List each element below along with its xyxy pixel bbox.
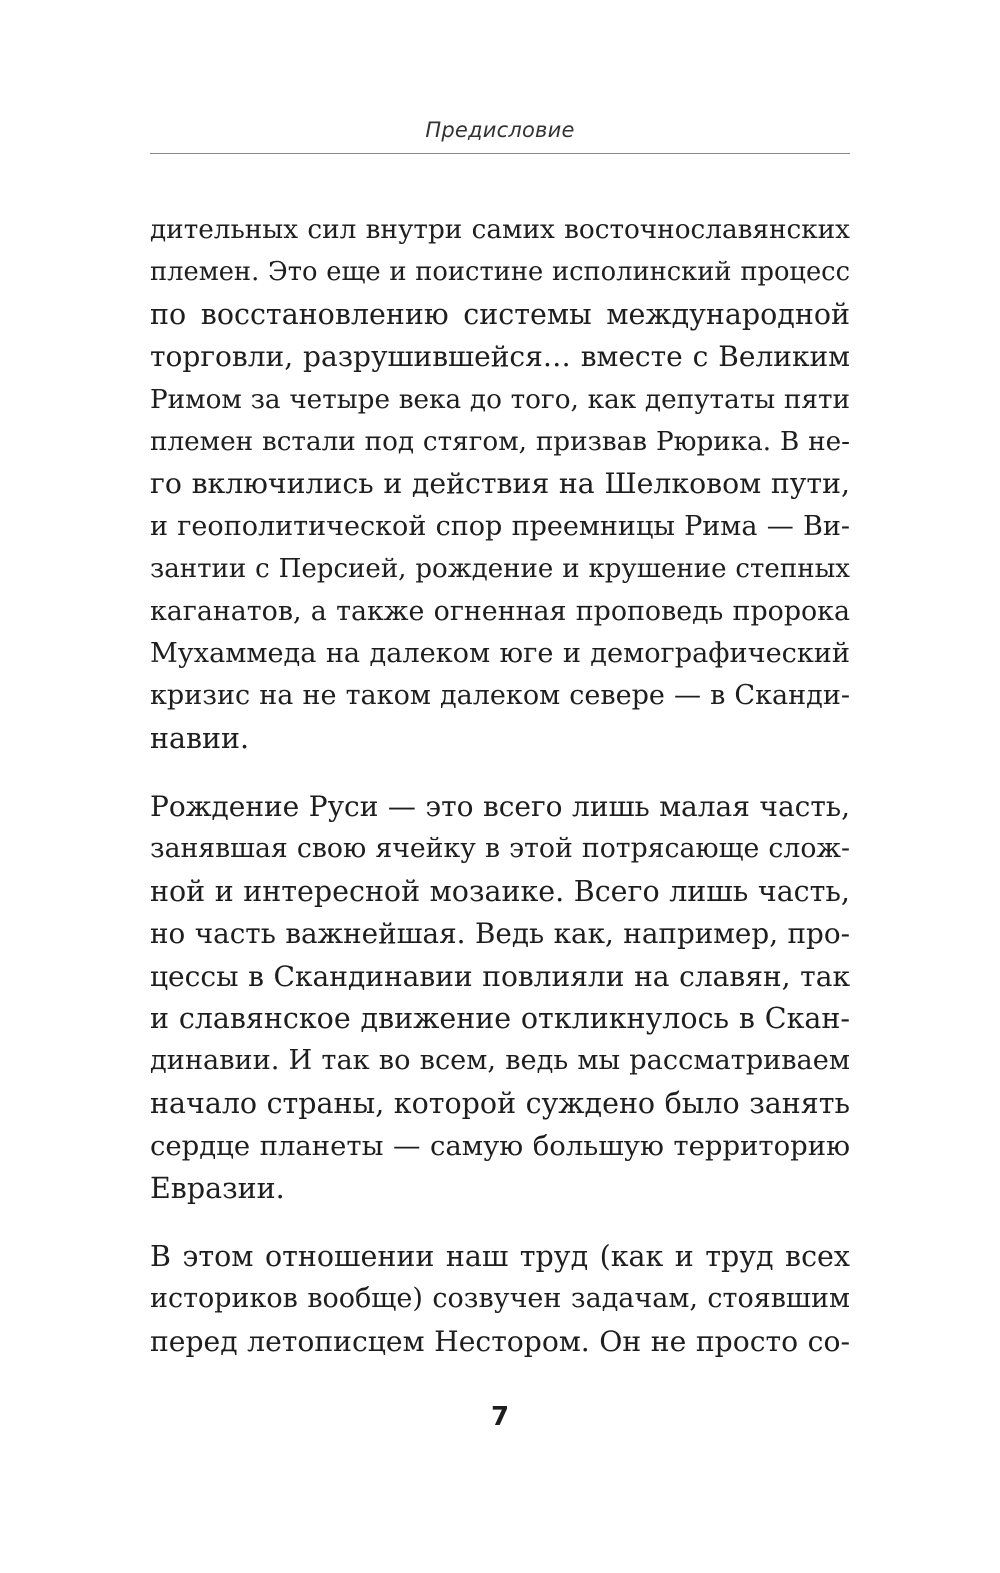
text-line: цессы в Скандинавии повлияли на славян, так	[150, 959, 850, 993]
paragraph-2	[150, 786, 850, 1210]
text-line: Мухаммеда на далеком юге и демографический	[150, 637, 850, 669]
text-line: кризис на не таком далеком севере — в Сканди-	[150, 680, 850, 712]
text-line: навии.	[150, 721, 250, 755]
text-line: историков вообще) созвучен задачам, стоявшим	[150, 1283, 850, 1315]
body-text	[150, 209, 850, 1389]
text-line: дительных сил внутри самих восточнославянских	[150, 215, 850, 245]
paragraph-1	[150, 209, 850, 760]
text-line: Римом за четыре века до того, как депутаты пяти	[150, 384, 850, 415]
text-line: начало страны, которой суждено было занять	[150, 1086, 850, 1120]
text-line: Евразии.	[150, 1171, 285, 1205]
text-line: ной и интересной мозаике. Всего лишь часть,	[150, 874, 850, 908]
text-line: динавии. И так во всем, ведь мы рассматриваем	[150, 1045, 850, 1077]
text-line: сердце планеты — самую большую территорию	[150, 1130, 850, 1163]
text-line: перед летописцем Нестором. Он не просто со-	[150, 1324, 850, 1358]
text-line: по восстановлению системы международной	[150, 297, 850, 331]
text-line: зантии с Персией, рождение и крушение степных	[150, 554, 850, 585]
text-line: Рождение Руси — это всего лишь малая часть,	[150, 790, 850, 824]
page-number: 7	[490, 1402, 510, 1432]
text-line: торговли, разрушившейся… вместе с Великим	[150, 340, 850, 374]
text-line: и славянское движение откликнулось в Скан-	[150, 1002, 850, 1036]
text-line: племен. Это еще и поистине исполинский процесс	[150, 257, 850, 288]
text-line: и геополитической спор преемницы Рима — Ви-	[150, 510, 850, 542]
running-head-title: Предисловие	[425, 118, 575, 142]
text-line: каганатов, а также огненная проповедь пророка	[150, 595, 850, 627]
text-line: занявшая свою ячейку в этой потрясающе слож-	[150, 833, 850, 865]
text-line: племен встали под стягом, призвав Рюрика. В не-	[150, 426, 850, 457]
text-line: но часть важнейшая. Ведь как, например, про-	[150, 917, 850, 951]
text-line: В этом отношении наш труд (как и труд всех	[150, 1239, 850, 1273]
text-line: го включились и действия на Шелковом пути,	[150, 467, 850, 501]
paragraph-3	[150, 1236, 850, 1363]
header-rule	[150, 153, 850, 154]
